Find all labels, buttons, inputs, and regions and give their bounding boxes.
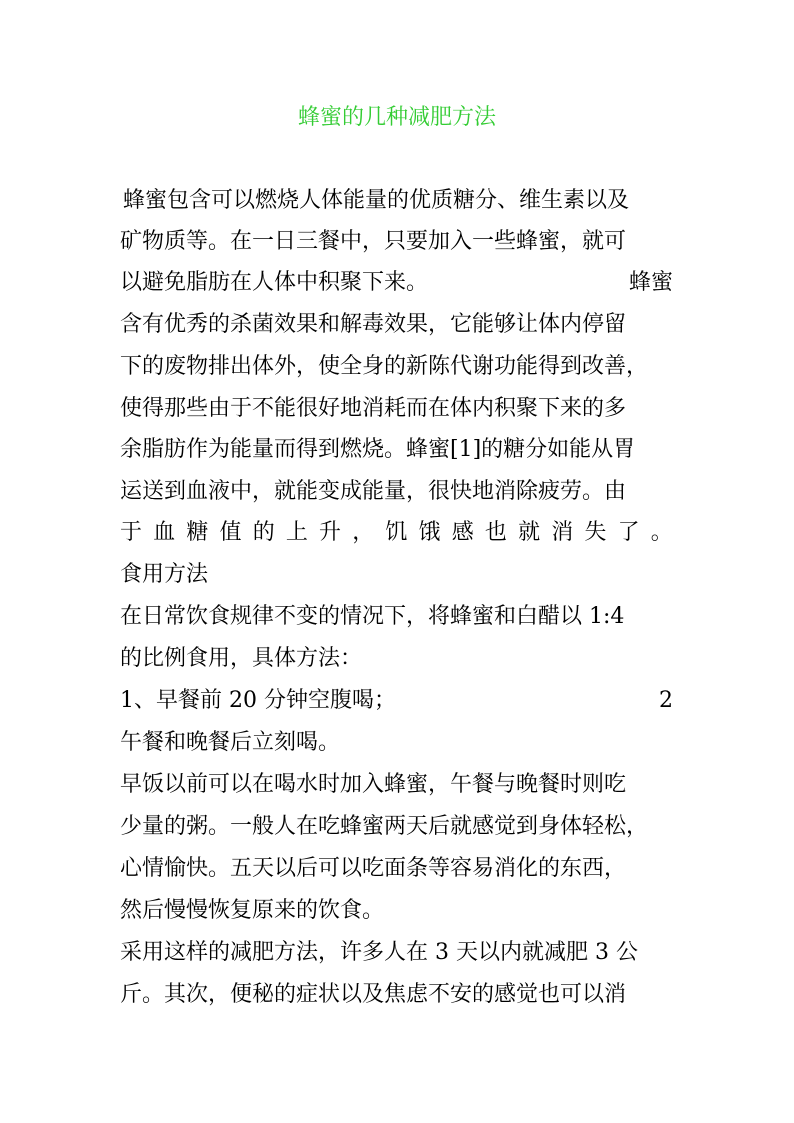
paragraph-char: 感 bbox=[451, 520, 474, 545]
list-item bbox=[120, 686, 673, 716]
paragraph-line: 少量的粥。一般人在吃蜂蜜两天后就感觉到身体轻松， bbox=[120, 814, 649, 839]
paragraph-char: 饥 bbox=[385, 520, 408, 545]
paragraph-line bbox=[120, 268, 673, 298]
paragraph-line: 然后慢慢恢复原来的饮食。 bbox=[120, 898, 385, 923]
list-item-text: 1、早餐前 20 分钟空腹喝； bbox=[120, 688, 396, 713]
paragraph-line: 矿物质等。在一日三餐中，只要加入一些蜂蜜，就可 bbox=[120, 229, 627, 254]
paragraph-char: 就 bbox=[518, 520, 541, 545]
paragraph-char: 糖 bbox=[186, 520, 209, 545]
paragraph-char: 于 bbox=[120, 520, 143, 545]
paragraph-char: 的 bbox=[252, 520, 275, 545]
paragraph-char: 了 bbox=[617, 520, 640, 545]
paragraph-line: 早饭以前可以在喝水时加入蜂蜜，午餐与晚餐时则吃 bbox=[120, 772, 627, 797]
paragraph-line: 下的废物排出体外，使全身的新陈代谢功能得到改善， bbox=[120, 354, 649, 379]
paragraph-char: ， bbox=[352, 520, 375, 545]
paragraph-char: 升 bbox=[319, 520, 342, 545]
paragraph-line: 在日常饮食规律不变的情况下，将蜂蜜和白醋以 1:4 bbox=[120, 604, 625, 629]
paragraph-line: 余脂肪作为能量而得到燃烧。蜂蜜[1]的糖分如能从胃 bbox=[120, 437, 636, 462]
list-item-number: 2 bbox=[659, 688, 673, 713]
section-heading: 食用方法 bbox=[120, 562, 209, 587]
paragraph-line: 斤。其次，便秘的症状以及焦虑不安的感觉也可以消 bbox=[120, 982, 627, 1007]
list-item: 午餐和晚餐后立刻喝。 bbox=[120, 730, 341, 755]
paragraph-line: 蜂蜜包含可以燃烧人体能量的优质糖分、维生素以及 bbox=[123, 188, 630, 213]
paragraph-text: 蜂蜜 bbox=[628, 270, 673, 295]
paragraph-line: 运送到血液中，就能变成能量，很快地消除疲劳。由 bbox=[120, 479, 627, 504]
paragraph-line: 的比例食用，具体方法： bbox=[120, 646, 363, 671]
paragraph-text: 以避免脂肪在人体中积聚下来。 bbox=[120, 270, 429, 295]
paragraph-line: 使得那些由于不能很好地消耗而在体内积聚下来的多 bbox=[120, 396, 627, 421]
paragraph-line: 含有优秀的杀菌效果和解毒效果，它能够让体内停留 bbox=[120, 312, 627, 337]
document-title: 蜂蜜的几种减肥方法 bbox=[297, 105, 496, 130]
paragraph-char: 饿 bbox=[418, 520, 441, 545]
paragraph-char: 上 bbox=[285, 520, 308, 545]
paragraph-char: 消 bbox=[551, 520, 574, 545]
paragraph-line bbox=[120, 518, 673, 548]
paragraph-char: 。 bbox=[650, 520, 673, 545]
paragraph-char: 血 bbox=[153, 520, 176, 545]
paragraph-line: 心情愉快。五天以后可以吃面条等容易消化的东西， bbox=[120, 856, 627, 881]
paragraph-char: 也 bbox=[484, 520, 507, 545]
paragraph-char: 值 bbox=[219, 520, 242, 545]
paragraph-line: 采用这样的减肥方法，许多人在 3 天以内就减肥 3 公 bbox=[120, 940, 638, 965]
paragraph-char: 失 bbox=[584, 520, 607, 545]
